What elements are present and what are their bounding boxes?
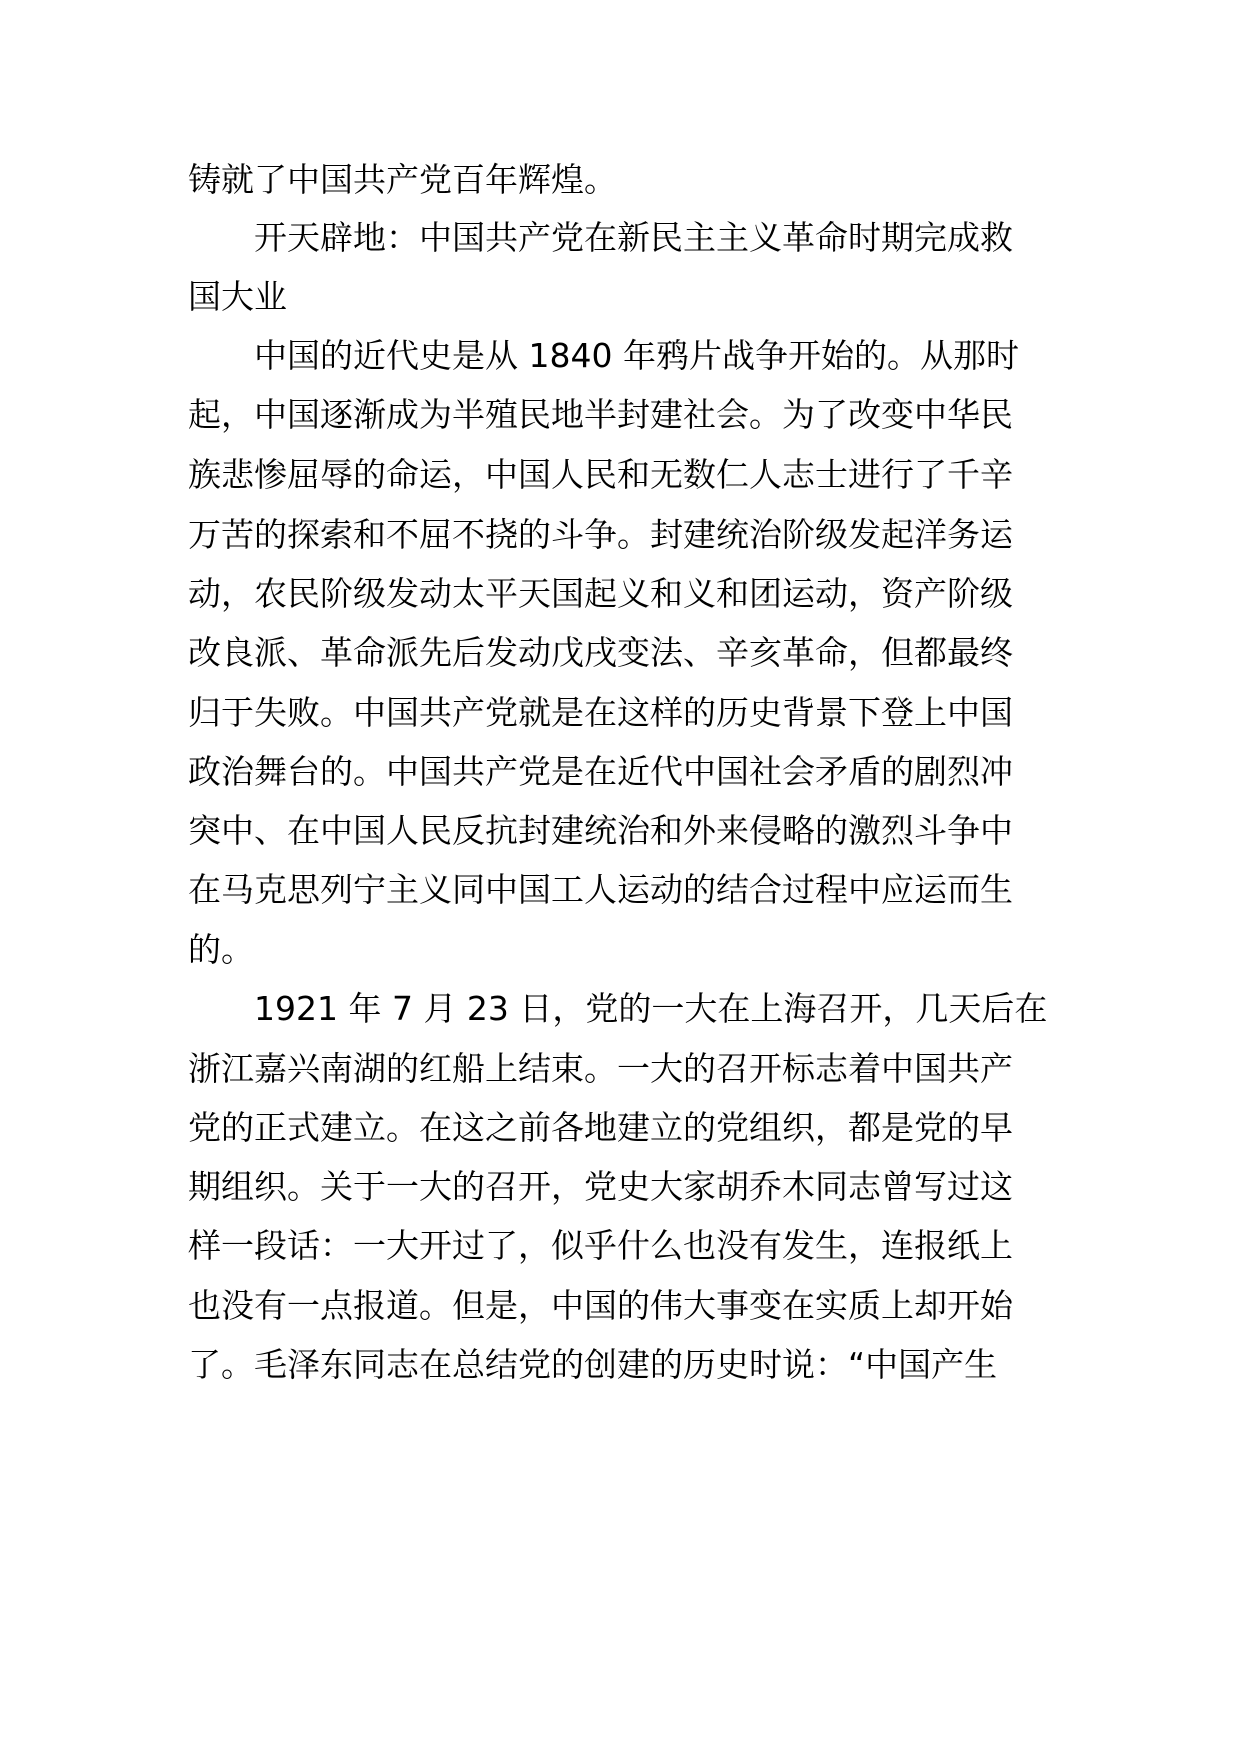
text-line: 改良派、革命派先后发动戊戌变法、辛亥革命，但都最终: [188, 633, 1013, 672]
text-line: 归于失败。中国共产党就是在这样的历史背景下登上中国: [188, 693, 1013, 732]
text-line: 突中、在中国人民反抗封建统治和外来侵略的激烈斗争中: [188, 811, 1013, 850]
text-line: 了。毛泽东同志在总结党的创建的历史时说：“中国产生: [188, 1345, 998, 1384]
text-line: 族悲惨屈辱的命运，中国人民和无数仁人志士进行了千辛: [188, 455, 1013, 494]
text-line: 的。: [188, 930, 254, 969]
text-line: 期组织。关于一大的召开，党史大家胡乔木同志曾写过这: [188, 1167, 1013, 1206]
text-line: 浙江嘉兴南湖的红船上结束。一大的召开标志着中国共产: [188, 1049, 1013, 1088]
section-heading-line: 开天辟地：中国共产党在新民主主义革命时期完成救: [254, 218, 1013, 257]
text-line: 党的正式建立。在这之前各地建立的党组织，都是党的早: [188, 1108, 1013, 1147]
paragraph-first-line: 1921 年 7 月 23 日，党的一大在上海召开，几天后在: [254, 989, 1048, 1028]
text-line: 在马克思列宁主义同中国工人运动的结合过程中应运而生: [188, 870, 1013, 909]
section-heading-line: 国大业: [188, 277, 287, 316]
text-line: 也没有一点报道。但是，中国的伟大事变在实质上却开始: [188, 1286, 1013, 1325]
paragraph-first-line: 中国的近代史是从 1840 年鸦片战争开始的。从那时: [254, 336, 1019, 375]
text-line: 铸就了中国共产党百年辉煌。: [188, 160, 617, 199]
text-line: 政治舞台的。中国共产党是在近代中国社会矛盾的剧烈冲: [188, 752, 1013, 791]
text-line: 起，中国逐渐成为半殖民地半封建社会。为了改变中华民: [188, 395, 1013, 434]
text-line: 动，农民阶级发动太平天国起义和义和团运动，资产阶级: [188, 574, 1013, 613]
text-line: 样一段话：一大开过了，似乎什么也没有发生，连报纸上: [188, 1226, 1013, 1265]
text-line: 万苦的探索和不屈不挠的斗争。封建统治阶级发起洋务运: [188, 515, 1013, 554]
